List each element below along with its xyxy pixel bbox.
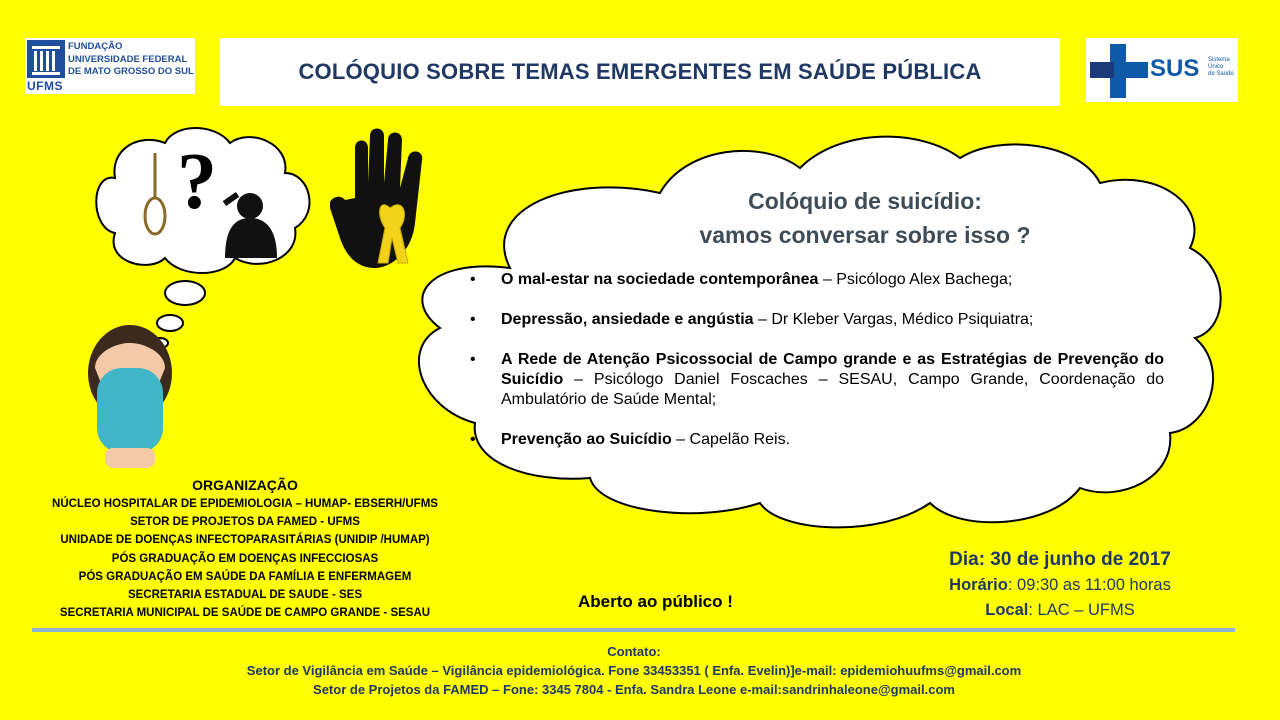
sus-subtitle-line: Único: [1208, 64, 1224, 70]
bullet: •: [470, 271, 476, 288]
bullet: •: [470, 351, 476, 368]
question-mark-icon: ?: [177, 138, 217, 226]
ufms-logo: [25, 38, 195, 94]
sus-subtitle-line: de Saúde: [1208, 71, 1234, 77]
divider: [32, 628, 1235, 632]
colloquium-title-line1: Colóquio de suicídio:: [748, 188, 982, 214]
organization-title: ORGANIZAÇÃO: [192, 477, 298, 493]
organization-item: PÓS GRADUAÇÃO EM DOENÇAS INFECCIOSAS: [111, 552, 379, 565]
topic-name: O mal-estar na sociedade contemporânea: [501, 271, 819, 288]
organization-block: [30, 476, 460, 622]
colloquium-title-line2: vamos conversar sobre isso ?: [699, 222, 1031, 248]
event-time: [925, 573, 1195, 598]
topic-name: Prevenção ao Suicídio: [501, 431, 672, 448]
list-item: [470, 270, 1164, 290]
list-item: [470, 430, 1164, 450]
topic-speaker: – Psicólogo Daniel Foscaches – SESAU, Campo Grande, Coordenação do Ambulatório de Saúde Mental;: [501, 371, 1164, 408]
open-to-public-text: Aberto ao público !: [578, 592, 733, 611]
list-item: [470, 310, 1164, 330]
sad-person-icon: [88, 325, 172, 468]
ufms-logo-line: UNIVERSIDADE FEDERAL: [68, 53, 188, 65]
sus-logo: [1086, 38, 1238, 102]
thought-illustration: [85, 118, 315, 498]
topic-speaker: – Psicólogo Alex Bachega;: [818, 271, 1013, 288]
title-banner: [220, 38, 1060, 106]
sus-acronym: SUS: [1150, 55, 1200, 82]
list-item: [470, 350, 1164, 410]
organization-item: SECRETARIA MUNICIPAL DE SAÚDE DE CAMPO GRANDE - SESAU: [59, 607, 431, 620]
topic-speaker: – Dr Kleber Vargas, Médico Psiquiatra;: [753, 311, 1034, 328]
bullet: •: [470, 431, 476, 448]
event-time-label: Horário: [949, 576, 1008, 594]
organization-item: NÚCLEO HOSPITALAR DE EPIDEMIOLOGIA – HUMAP- EBSERH/UFMS: [52, 498, 438, 510]
topic-name: Depressão, ansiedade e angústia: [501, 311, 754, 328]
topic-speaker: – Capelão Reis.: [671, 431, 791, 448]
colloquium-title: [560, 184, 1170, 252]
event-info: [925, 547, 1195, 623]
sus-subtitle-line: Sistema: [1208, 57, 1230, 63]
ufms-logo-line: FUNDAÇÃO: [68, 41, 123, 52]
ufms-building-icon: [27, 40, 65, 78]
organization-item: SECRETARIA ESTADUAL DE SAUDE - SES: [127, 589, 363, 602]
event-date: Dia: 30 de junho de 2017: [949, 549, 1171, 570]
ufms-logo-line: DE MATO GROSSO DO SUL: [68, 66, 194, 77]
event-place-value: : LAC – UFMS: [1028, 601, 1135, 619]
event-place-label: Local: [985, 601, 1029, 619]
organization-item: UNIDADE DE DOENÇAS INFECTOPARASITÁRIAS (UNIDIP /HUMAP): [60, 534, 430, 547]
bullet: •: [470, 311, 476, 328]
ufms-acronym: UFMS: [27, 79, 63, 93]
event-place: [925, 598, 1195, 623]
organization-item: SETOR DE PROJETOS DA FAMED - UFMS: [130, 516, 360, 529]
sus-cross-icon: [1090, 44, 1150, 98]
contact-line: Setor de Projetos da FAMED – Fone: 3345 7804 - Enfa. Sandra Leone e-mail:sandrinhaleone@gmail.com: [313, 682, 955, 697]
event-time-value: : 09:30 as 11:00 horas: [1007, 576, 1171, 594]
contact-line: Setor de Vigilância em Saúde – Vigilância epidemiológica. Fone 33453351 ( Enfa. Evelin)]e-mail: epidemiohuufms@gmail.com: [246, 663, 1022, 678]
organization-item: PÓS GRADUAÇÃO EM SAÚDE DA FAMÍLIA E ENFERMAGEM: [78, 570, 412, 583]
topic-name: A Rede de Atenção Psicossocial de Campo grande e as Estratégias de Prevenção do Suicídio: [501, 351, 1164, 388]
contact-label: Contato:: [607, 644, 661, 659]
contact-block: [0, 642, 1268, 699]
topics-list: [470, 270, 1164, 470]
page-title: COLÓQUIO SOBRE TEMAS EMERGENTES EM SAÚDE PÚBLICA: [298, 59, 982, 84]
